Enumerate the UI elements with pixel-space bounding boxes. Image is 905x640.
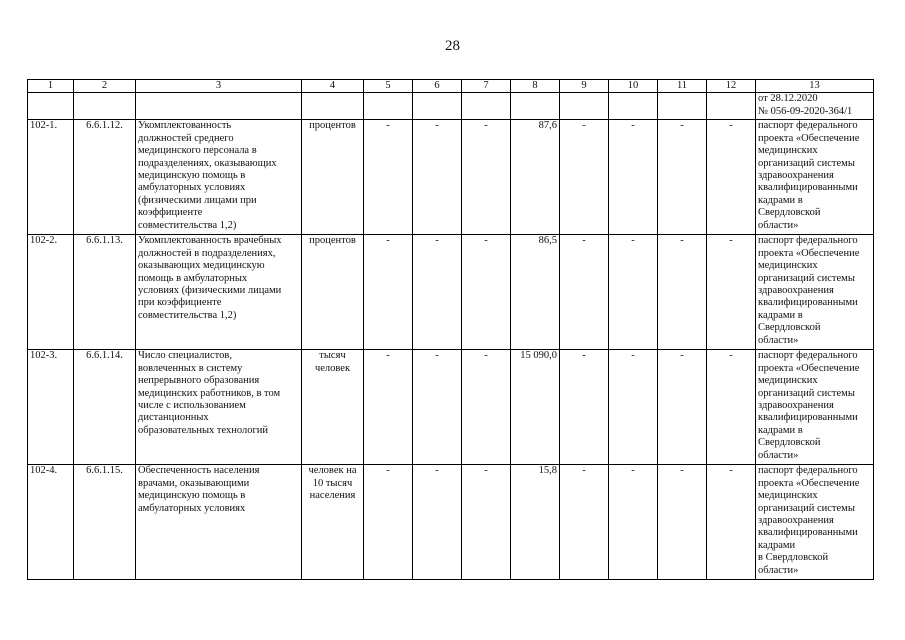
value-cell: -: [413, 350, 462, 465]
value-cell: -: [658, 465, 707, 580]
value-cell: -: [609, 120, 658, 235]
unit-of-measure: процентов: [302, 235, 364, 350]
value-cell: -: [707, 120, 756, 235]
value-cell: -: [560, 120, 609, 235]
header-cell: 13: [756, 80, 874, 93]
value-cell: -: [609, 350, 658, 465]
indicator-name: Укомплектованность врачебных должностей в подразделениях, оказывающих медицинскую помощь в амбулаторных условиях (физическими лицами при коэффициенте совместительства 1,2): [136, 235, 302, 350]
indicator-name: Число специалистов, вовлеченных в систему непрерывного образования медицинских работников, в том числе с использованием дистанционных образовательных технологий: [136, 350, 302, 465]
table-row: [28, 235, 874, 350]
value-cell: -: [462, 350, 511, 465]
target-value: 15,8: [511, 465, 560, 580]
value-cell: -: [560, 235, 609, 350]
header-cell: 1: [28, 80, 74, 93]
value-cell: -: [658, 350, 707, 465]
value-cell: -: [364, 235, 413, 350]
value-cell: -: [364, 350, 413, 465]
header-cell: 3: [136, 80, 302, 93]
value-cell: -: [609, 235, 658, 350]
value-cell: -: [462, 465, 511, 580]
header-cell: 5: [364, 80, 413, 93]
header-cell: 7: [462, 80, 511, 93]
value-cell: -: [462, 235, 511, 350]
value-cell: -: [364, 120, 413, 235]
value-cell: -: [707, 235, 756, 350]
target-value: 15 090,0: [511, 350, 560, 465]
source-document: паспорт федерального проекта «Обеспечение медицинских организаций системы здравоохранения квалифицированными кадрами в Свердловской области»: [756, 465, 874, 580]
header-cell: 4: [302, 80, 364, 93]
indicator-code: 6.6.1.15.: [74, 465, 136, 580]
value-cell: -: [707, 350, 756, 465]
row-number: 102-3.: [28, 350, 74, 465]
header-cell: 12: [707, 80, 756, 93]
table-row: [28, 120, 874, 235]
header-cell: 10: [609, 80, 658, 93]
source-document: паспорт федерального проекта «Обеспечение медицинских организаций системы здравоохранения квалифицированными кадрами в Свердловской области»: [756, 235, 874, 350]
value-cell: -: [462, 120, 511, 235]
table-row: [28, 350, 874, 465]
document-reference: от 28.12.2020 № 056-09-2020-364/1: [756, 93, 874, 120]
source-document: паспорт федерального проекта «Обеспечение медицинских организаций системы здравоохранения квалифицированными кадрами в Свердловской области»: [756, 120, 874, 235]
value-cell: -: [609, 465, 658, 580]
unit-of-measure: процентов: [302, 120, 364, 235]
indicator-code: 6.6.1.14.: [74, 350, 136, 465]
continuation-row: [28, 93, 874, 120]
indicator-name: Укомплектованность должностей среднего медицинского персонала в подразделениях, оказывающих медицинскую помощь в амбулаторных условиях (физическими лицами при коэффициенте совместительства 1,2): [136, 120, 302, 235]
row-number: 102-2.: [28, 235, 74, 350]
row-number: 102-1.: [28, 120, 74, 235]
unit-of-measure: тысяч человек: [302, 350, 364, 465]
column-number-row: [28, 80, 874, 93]
value-cell: -: [364, 465, 413, 580]
value-cell: -: [707, 465, 756, 580]
header-cell: 2: [74, 80, 136, 93]
unit-of-measure: человек на 10 тысяч населения: [302, 465, 364, 580]
value-cell: -: [413, 465, 462, 580]
header-cell: 9: [560, 80, 609, 93]
header-cell: 11: [658, 80, 707, 93]
value-cell: -: [560, 465, 609, 580]
source-document: паспорт федерального проекта «Обеспечение медицинских организаций системы здравоохранения квалифицированными кадрами в Свердловской области»: [756, 350, 874, 465]
target-value: 86,5: [511, 235, 560, 350]
page-number: 28: [445, 38, 460, 54]
target-value: 87,6: [511, 120, 560, 235]
table-row: [28, 465, 874, 580]
value-cell: -: [560, 350, 609, 465]
value-cell: -: [658, 120, 707, 235]
header-cell: 8: [511, 80, 560, 93]
indicator-name: Обеспеченность населения врачами, оказывающими медицинскую помощь в амбулаторных условиях: [136, 465, 302, 580]
value-cell: -: [413, 235, 462, 350]
row-number: 102-4.: [28, 465, 74, 580]
indicators-table: [27, 79, 874, 580]
value-cell: -: [413, 120, 462, 235]
indicator-code: 6.6.1.13.: [74, 235, 136, 350]
indicator-code: 6.6.1.12.: [74, 120, 136, 235]
header-cell: 6: [413, 80, 462, 93]
value-cell: -: [658, 235, 707, 350]
